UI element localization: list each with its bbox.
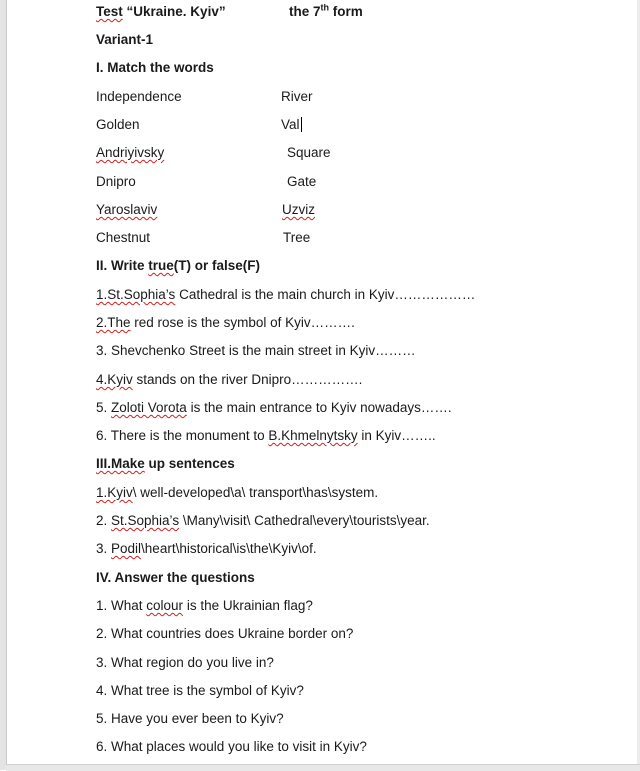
question-6: 6. What places would you like to visit in Kyiv? <box>96 739 367 754</box>
match-left-1: Independence <box>96 89 182 104</box>
question-2: 2. What countries does Ukraine border on? <box>96 626 354 641</box>
test-word: Test <box>96 4 123 19</box>
match-left-2: Golden <box>96 117 140 132</box>
match-right-2: Val <box>281 117 300 132</box>
match-right-1: River <box>281 89 313 104</box>
match-right-5: Uzviz <box>282 202 315 217</box>
sentence-item-3: 3. Podil\heart\historical\is\the\Kyiv\of. <box>96 541 317 556</box>
question-1: 1. What colour is the Ukrainian flag? <box>96 598 313 613</box>
tf-item-6: 6. There is the monument to B.Khmelnytsky in Kyiv…….. <box>96 428 436 443</box>
question-4: 4. What tree is the symbol of Kyiv? <box>96 683 304 698</box>
section2-heading: II. Write true(T) or false(F) <box>96 258 261 273</box>
test-title-line <box>96 2 363 20</box>
section1-heading: I. Match the words <box>96 60 214 75</box>
test-title: “Ukraine. Kyiv” <box>126 4 226 19</box>
tf-item-1: 1.St.Sophia’s Cathedral is the main church in Kyiv……………… <box>96 287 476 302</box>
section3-heading: III.Make up sentences <box>96 456 235 471</box>
sentence-item-1: 1.Kyiv\ well-developed\a\ transport\has\system. <box>96 485 379 500</box>
match-left-5: Yaroslaviv <box>96 202 158 217</box>
match-right-6: Tree <box>283 230 311 245</box>
match-left-4: Dnipro <box>96 174 136 189</box>
section4-heading: IV. Answer the questions <box>96 570 255 585</box>
match-left-6: Chestnut <box>96 230 151 245</box>
sentence-item-2: 2. St.Sophia’s \Many\visit\ Cathedral\every\tourists\year. <box>96 513 430 528</box>
variant-label: Variant-1 <box>96 32 154 47</box>
match-right-3: Square <box>287 145 331 160</box>
tf-item-4: 4.Kyiv stands on the river Dnipro……………. <box>96 372 363 387</box>
question-5: 5. Have you ever been to Kyiv? <box>96 711 284 726</box>
question-3: 3. What region do you live in? <box>96 655 274 670</box>
match-right-4: Gate <box>287 174 317 189</box>
tf-item-2: 2.The red rose is the symbol of Kyiv………. <box>96 315 355 330</box>
tf-item-3: 3. Shevchenko Street is the main street in Kyiv……… <box>96 343 416 358</box>
form-label: the 7th form <box>289 2 363 19</box>
match-left-3: Andriyivsky <box>96 145 165 160</box>
page-left-margin <box>0 0 7 770</box>
tf-item-5: 5. Zoloti Vorota is the main entrance to Kyiv nowadays……. <box>96 400 452 415</box>
text-cursor <box>301 117 302 132</box>
